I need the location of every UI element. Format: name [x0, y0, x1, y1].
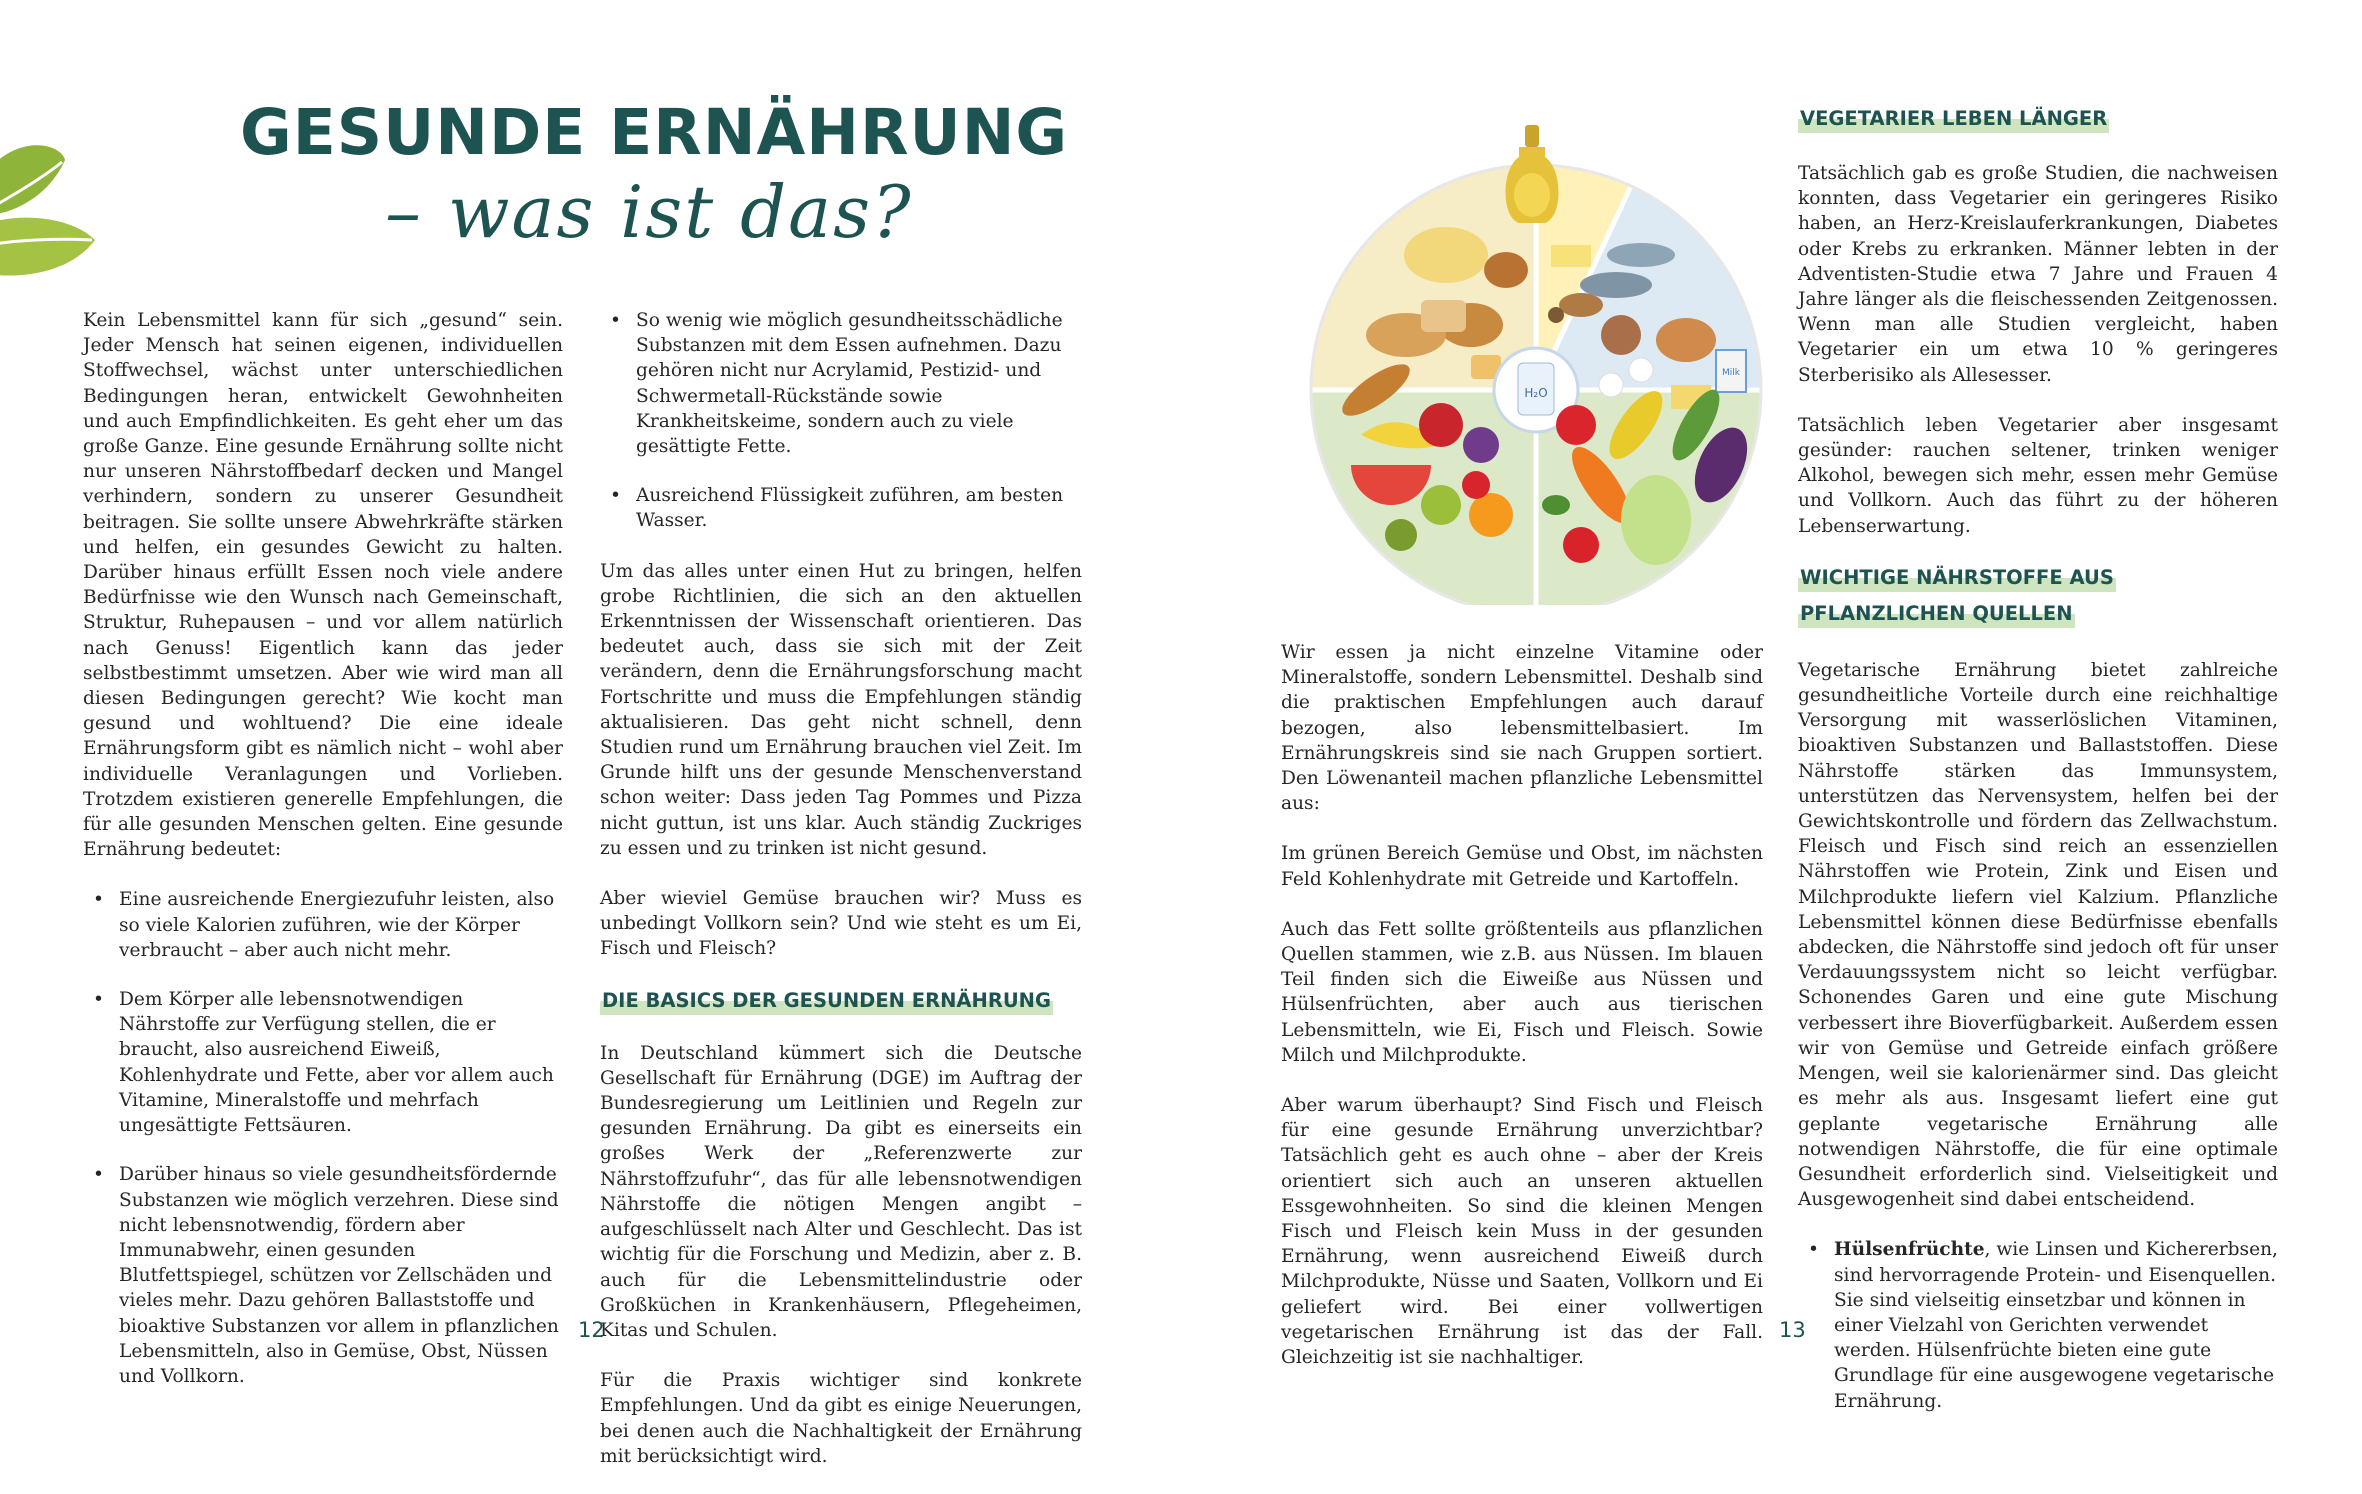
section-heading: PFLANZLICHEN QUELLEN: [1798, 600, 2075, 628]
paragraph: Wir essen ja nicht einzelne Vitamine oder Mineralstoffe, sondern Lebensmittel. Deshalb sind die praktischen Empfehlungen auch darauf bezogen, also lebensmittelbasiert. Im Ernährungskreis sind sie nach Gruppen sortiert. Den Löwenanteil machen pflanzliche Lebensmittel aus:: [1281, 642, 1763, 815]
bullet-list: [1798, 1237, 2278, 1413]
left-column-2: [600, 308, 1082, 1494]
water-label: H₂O: [1524, 386, 1548, 400]
list-item-text: , wie Linsen und Kichererbsen, sind hervorragende Protein- und Eisenquellen. Sie sind vielseitig einsetzbar und können in einer Vielzahl von Gerichten verwendet werden. Hülsenfrüchte bieten eine gute Grundlage für eine ausgewogene vegetarische Ernährung.: [1834, 1239, 2278, 1412]
page-title: GESUNDE ERNÄHRUNG: [240, 96, 1069, 169]
paragraph: Tatsächlich gab es große Studien, die nachweisen konnten, dass Vegetarier ein geringeres Risiko haben, an Herz-Kreislauferkrankungen, Diabetes oder Krebs zu erkranken. Männer lebten in der Adventisten-Studie etwa 7 Jahre und Frauen 4 Jahre länger als die fleischessenden Zeitgenossen. Wenn man alle Studien vergleicht, haben Vegetarier ein um etwa 10 % geringeres Sterberisiko als Allesesser.: [1798, 163, 2278, 386]
left-column-1: [83, 308, 563, 1414]
milk-label: Milk: [1722, 368, 1740, 378]
right-column-2: [1798, 105, 2278, 1439]
list-item: • Eine ausreichende Energiezufuhr leisten, also so viele Kalorien zuführen, wie der Körper verbraucht – aber auch nicht mehr.: [83, 887, 563, 963]
list-item: • Dem Körper alle lebensnotwendigen Nährstoffe zur Verfügung stellen, die er braucht, also ausreichend Eiweiß, Kohlenhydrate und Fette, aber vor allem auch Vitamine, Mineralstoffe und mehrfach ungesättigte Fettsäuren.: [83, 987, 563, 1138]
paragraph: Aber warum überhaupt? Sind Fisch und Fleisch für eine gesunde Ernährung unverzichtbar? Tatsächlich geht es auch ohne – aber der Kreis orientiert sich auch an unseren aktuellen Essgewohnheiten. So sind die kleinen Mengen Fisch und Fleisch kein Muss in der gesunden Ernährung, wenn ausreichend Eiweiß durch Milchprodukte, Nüsse und Saaten, Vollkorn und Ei geliefert wird. Bei einer vollwertigen vegetarischen Ernährung ist das der Fall. Gleichzeitig ist sie nachhaltiger.: [1281, 1095, 1763, 1369]
paragraph: Tatsächlich leben Vegetarier aber insgesamt gesünder: rauchen seltener, trinken weniger Alkohol, bewegen sich mehr, essen mehr Gemüse und Vollkorn. Auch das führt zu der höheren Lebenserwartung.: [1798, 414, 2278, 537]
paragraph: Für die Praxis wichtiger sind konkrete Empfehlungen. Und da gibt es einige Neuerungen, bei denen auch die Nachhaltigkeit der Ernährung mit berücksichtigt wird.: [600, 1370, 1082, 1467]
list-item: • Ausreichend Flüssigkeit zuführen, am besten Wasser.: [600, 483, 1082, 533]
paragraph: Um das alles unter einen Hut zu bringen, helfen grobe Richtlinien, die sich an den aktuellen Erkenntnissen der Wissenschaft orientieren. Das bedeutet auch, dass sie sich mit der Zeit verändern, denn die Ernährungsforschung macht Fortschritte und muss die Empfehlungen ständig aktualisieren. Das geht nicht schnell, denn Studien rund um Ernährung brauchen viel Zeit. Im Grunde hilft uns der gesunde Menschenverstand schon weiter: Dass jeden Tag Pommes und Pizza nicht guttun, ist uns klar. Auch ständig Zuckriges zu essen und zu trinken ist nicht gesund.: [600, 560, 1082, 859]
right-page: [1181, 0, 2362, 1412]
intro-paragraph: Kein Lebensmittel kann für sich „gesund“ sein. Jeder Mensch hat seinen eigenen, individuellen Stoffwechsel, wächst unter unterschiedlichen Bedingungen heran, entwickelt Gewohnheiten und auch Empfindlichkeiten. Es geht eher um das große Ganze. Eine gesunde Ernährung sollte nicht nur unseren Nährstoffbedarf decken und Mangel verhindern, sondern zu unserer Gesundheit beitragen. Sie sollte unsere Abwehrkräfte stärken und helfen, ein gesundes Gewicht zu halten. Darüber hinaus erfüllt Essen noch viele andere Bedürfnisse wie den Wunsch nach Gemeinschaft, Struktur, Ruhepausen – und vor allem natürlich nach Genuss! Eigentlich kann das jeder selbstbestimmt umsetzen. Aber wie wird man all diesen Bedingungen gerecht? Wie kocht man gesund und wohltuend? Die eine ideale Ernährungsform gibt es nämlich nicht – wohl aber individuelle Veranlagungen und Vorlieben. Trotzdem existieren generelle Empfehlungen, die für alle gesunden Menschen gelten. Eine gesunde Ernährung bedeutet:: [83, 310, 563, 861]
page-number: 13: [1779, 1318, 1806, 1342]
section-heading: VEGETARIER LEBEN LÄNGER: [1798, 105, 2109, 133]
paragraph: Auch das Fett sollte größtenteils aus pflanzlichen Quellen stammen, wie z.B. aus Nüssen. Im blauen Teil finden sich die Eiweiße aus Nüssen und Hülsenfrüchten, aber auch aus tierischen Lebensmitteln, wie Ei, Fisch und Fleisch. Sowie Milch und Milchprodukte.: [1281, 918, 1763, 1066]
leaf-icon: [0, 140, 100, 280]
list-item: [1798, 1237, 2278, 1413]
paragraph: In Deutschland kümmert sich die Deutsche Gesellschaft für Ernährung (DGE) im Auftrag der Bundesregierung um Leitlinien und Regeln zur gesunden Ernährung. Da gibt es einerseits ein großes Werk der „Referenzwerte zur Nährstoffzufuhr“, das für alle lebensnotwendigen Nährstoffe die nötigen Mengen angibt – aufgeschlüsselt nach Alter und Geschlecht. Das ist wichtig für die Forschung und Medizin, aber z. B. auch für die Lebensmittelindustrie oder Großküchen in Krankenhäusern, Pflegeheimen, Kitas und Schulen.: [600, 1042, 1082, 1341]
paragraph: Vegetarische Ernährung bietet zahlreiche gesundheitliche Vorteile durch eine reichhaltige Versorgung mit wasserlöslichen Vitaminen, bioaktiven Substanzen und Ballaststoffen. Diese Nährstoffe stärken das Immunsystem, unterstützen das Nervensystem, helfen bei der Gewichtskontrolle und fördern das Zellwachstum. Fleisch und Fisch sind reich an essenziellen Nährstoffen wie Protein, Zink und Eisen und Milchprodukte liefern viel Kalzium. Pflanzliche Lebensmittel können diese Bedürfnisse ebenfalls abdecken, die Nährstoffe sind jedoch oft für unser Verdauungssystem nicht so leicht verfügbar. Schonendes Garen und eine gute Mischung verbessert ihre Bioverfügbarkeit. Außerdem essen wir von Gemüse und Getreide einfach größere Mengen, weil sie kalorienärmer sind. Das gleicht es mehr als aus. Insgesamt liefert eine gut geplante vegetarische Ernährung alle notwendigen Nährstoffe, die für eine optimale Gesundheit erforderlich sind. Vielseitigkeit und Ausgewogenheit sind dabei entscheidend.: [1798, 659, 2278, 1211]
left-page: [0, 0, 1181, 1467]
oil-bottle-icon: [1506, 125, 1559, 223]
page-subtitle: – was ist das?: [385, 170, 913, 254]
list-item: • So wenig wie möglich gesundheitsschädliche Substanzen mit dem Essen aufnehmen. Dazu gehören nicht nur Acrylamid, Pestizid- und Schwermetall-Rückstände sowie Krankheitskeime, sondern auch zu viele gesättigte Fette.: [600, 308, 1082, 459]
page-number: 12: [578, 1318, 605, 1342]
bullet-list: [600, 308, 1082, 534]
bullet-list: [83, 887, 563, 1389]
section-heading: WICHTIGE NÄHRSTOFFE AUS: [1798, 564, 2116, 592]
paragraph: Aber wieviel Gemüse brauchen wir? Muss es unbedingt Vollkorn sein? Und wie steht es um Ei, Fisch und Fleisch?: [600, 888, 1082, 960]
section-heading: DIE BASICS DER GESUNDEN ERNÄHRUNG: [600, 987, 1053, 1015]
list-item: • Darüber hinaus so viele gesundheitsfördernde Substanzen wie möglich verzehren. Diese sind nicht lebensnotwendig, fördern aber Immunabwehr, einen gesunden Blutfettspiegel, schützen vor Zellschäden und vieles mehr. Dazu gehören Ballaststoffe und bioaktive Substanzen vor allem in pflanzlichen Lebensmitteln, also in Gemüse, Obst, Nüssen und Vollkorn.: [83, 1162, 563, 1389]
right-column-1: [1281, 640, 1763, 1395]
nutrition-circle-illustration: [1301, 105, 1771, 605]
paragraph: Im grünen Bereich Gemüse und Obst, im nächsten Feld Kohlenhydrate mit Getreide und Kartoffeln.: [1281, 843, 1763, 890]
bold-term: Hülsenfrüchte: [1834, 1239, 1985, 1261]
